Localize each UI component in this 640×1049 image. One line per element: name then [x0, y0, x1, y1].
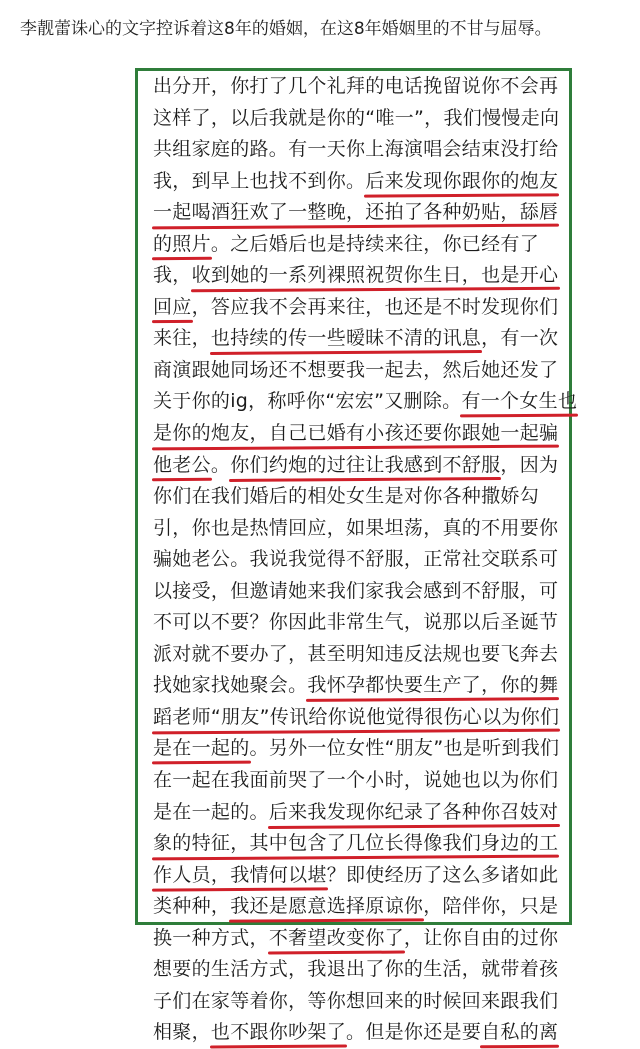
underlined-text: 后来发现你跟你的炮友 [365, 169, 559, 192]
note-text: 引，你也是热情回应，如果坦荡，真的不用要你 [153, 516, 559, 539]
note-text: 派对就不要办了，甚至明知违反法规也要飞奔去 [153, 642, 559, 665]
note-text: 是在一起的。 [153, 800, 269, 823]
note-text: 。 [210, 453, 231, 476]
underlined-text: 回应 [153, 295, 192, 318]
underlined-text: 后来我发现你纪录了各种你召妓对 [268, 800, 559, 823]
underlined-text: 我怀孕都快要生产了，你的舞 [307, 674, 559, 697]
note-text: 在一起在我面前哭了一个小时，说她也以为你们 [153, 769, 559, 792]
note-line [153, 670, 558, 702]
note-line [153, 166, 558, 198]
note-line [153, 986, 558, 1018]
note-line [153, 355, 558, 387]
note-line [153, 292, 558, 324]
note-line [153, 576, 558, 608]
underlined-text: 的照片 [153, 232, 211, 255]
note-line [153, 797, 558, 829]
note-text: ，答应我不会再来往，也还是不时发现你们 [191, 295, 559, 318]
note-line [153, 860, 558, 892]
note-line [153, 639, 558, 671]
underlined-text: 你们约炮的过往让我感到不舒服 [230, 453, 501, 476]
underlined-text: 有一个女生也 [461, 390, 578, 413]
note-text: 。但是你还是要 [346, 1021, 482, 1044]
note-text: 我，到早上也找不到你。 [153, 169, 366, 192]
underlined-text: 作人员，我情何以堪 [153, 863, 327, 886]
note-text: 不可以不要？你因此非常生气，说那以后圣诞节 [153, 611, 559, 634]
note-line [153, 544, 558, 576]
note-line [153, 481, 558, 513]
note-line [153, 828, 558, 860]
note-line [153, 134, 558, 166]
note-text: ，陪伴你，只是 [423, 895, 559, 918]
note-text: ，因为 [500, 453, 559, 476]
note-line [153, 891, 558, 923]
underlined-text: 收到她的一系列裸照祝贺你生日，也是开心 [191, 264, 559, 287]
note-line [153, 765, 558, 797]
underlined-text: 他老公 [153, 453, 211, 476]
note-text: 骗她老公。我说我觉得不舒服，正常社交联系可 [153, 548, 559, 571]
note-text: 你们在我们婚后的相处女生是对你各种撒娇勾 [153, 485, 540, 508]
note-line [153, 386, 578, 418]
underlined-text: 也持续的传一些暧昧不清的讯息 [210, 327, 482, 350]
note-text: 找她家找她聚会。 [153, 674, 308, 697]
note-text: 。之后婚后也是持续来往，你已经有了 [210, 232, 540, 255]
note-line [153, 323, 558, 355]
note-text-body [153, 71, 578, 1049]
note-line [153, 450, 558, 482]
note-line [153, 260, 558, 292]
underlined-text: 蹈老师“朋友”传讯给你说他觉得很伤心以为你们 [153, 705, 560, 728]
underlined-text: 也不跟你吵架了 [210, 1021, 347, 1044]
note-text: 来往， [153, 327, 211, 350]
underlined-text: 是在一起的 [153, 737, 250, 760]
note-line [153, 418, 558, 450]
note-line [153, 607, 558, 639]
note-line [153, 513, 558, 545]
note-text: 想要的生活方式，我退出了你的生活，就带着孩 [153, 958, 559, 981]
note-text: 换一种方式， [153, 926, 269, 949]
note-line [153, 733, 558, 765]
note-text: ？即使经历了这么多诸如此 [326, 863, 559, 886]
note-line [153, 71, 558, 103]
underlined-text: 一起喝酒狂欢了一整晚，还拍了各种奶贴，舔唇 [153, 201, 559, 224]
note-text: 出分开，你打了几个礼拜的电话挽留说你不会再 [153, 75, 559, 97]
note-line [153, 923, 558, 955]
note-line [153, 1017, 558, 1049]
note-text: ，让你自由的过你 [403, 926, 559, 949]
note-line [153, 103, 558, 135]
note-text: 相聚， [153, 1021, 211, 1044]
note-text: 我， [153, 264, 192, 287]
note-text: 。另外一位女性“朋友”也是听到我们 [249, 737, 560, 760]
note-line [153, 702, 558, 734]
note-text: 子们在家等着你，等你想回来的时候回来跟我们 [153, 989, 559, 1012]
underlined-text: 我还是愿意选择原谅你 [230, 895, 424, 918]
underlined-text: 自私的离 [481, 1021, 559, 1044]
note-text: 类种种， [153, 895, 231, 918]
note-line [153, 229, 558, 261]
note-line [153, 954, 558, 986]
note-text: 商演跟她同场还不想要我一起去，然后她还发了 [153, 358, 559, 381]
post-caption: 李靓蕾诛心的文字控诉着这8年的婚姻，在这8年婚姻里的不甘与屈辱。 [20, 19, 552, 39]
note-text: 关于你的ig，称呼你“宏宏”又删除。 [153, 390, 462, 413]
underlined-text: 不奢望改变你了 [268, 926, 404, 949]
underlined-text: 是你的炮友，自己已婚有小孩还要你跟她一起骗 [153, 422, 559, 445]
note-text: 这样了，以后我就是你的“唯一”，我们慢慢走向 [153, 106, 560, 129]
note-text: ，有一次 [481, 327, 559, 350]
note-text: 共组家庭的路。有一天你上海演唱会结束没打给 [153, 138, 559, 161]
note-text: 以接受，但邀请她来我们家我会感到不舒服，可 [153, 579, 559, 602]
underlined-text: 象的特征，其中包含了几位长得像我们身边的工 [153, 832, 559, 855]
note-image [135, 68, 578, 1044]
note-line [153, 197, 558, 229]
